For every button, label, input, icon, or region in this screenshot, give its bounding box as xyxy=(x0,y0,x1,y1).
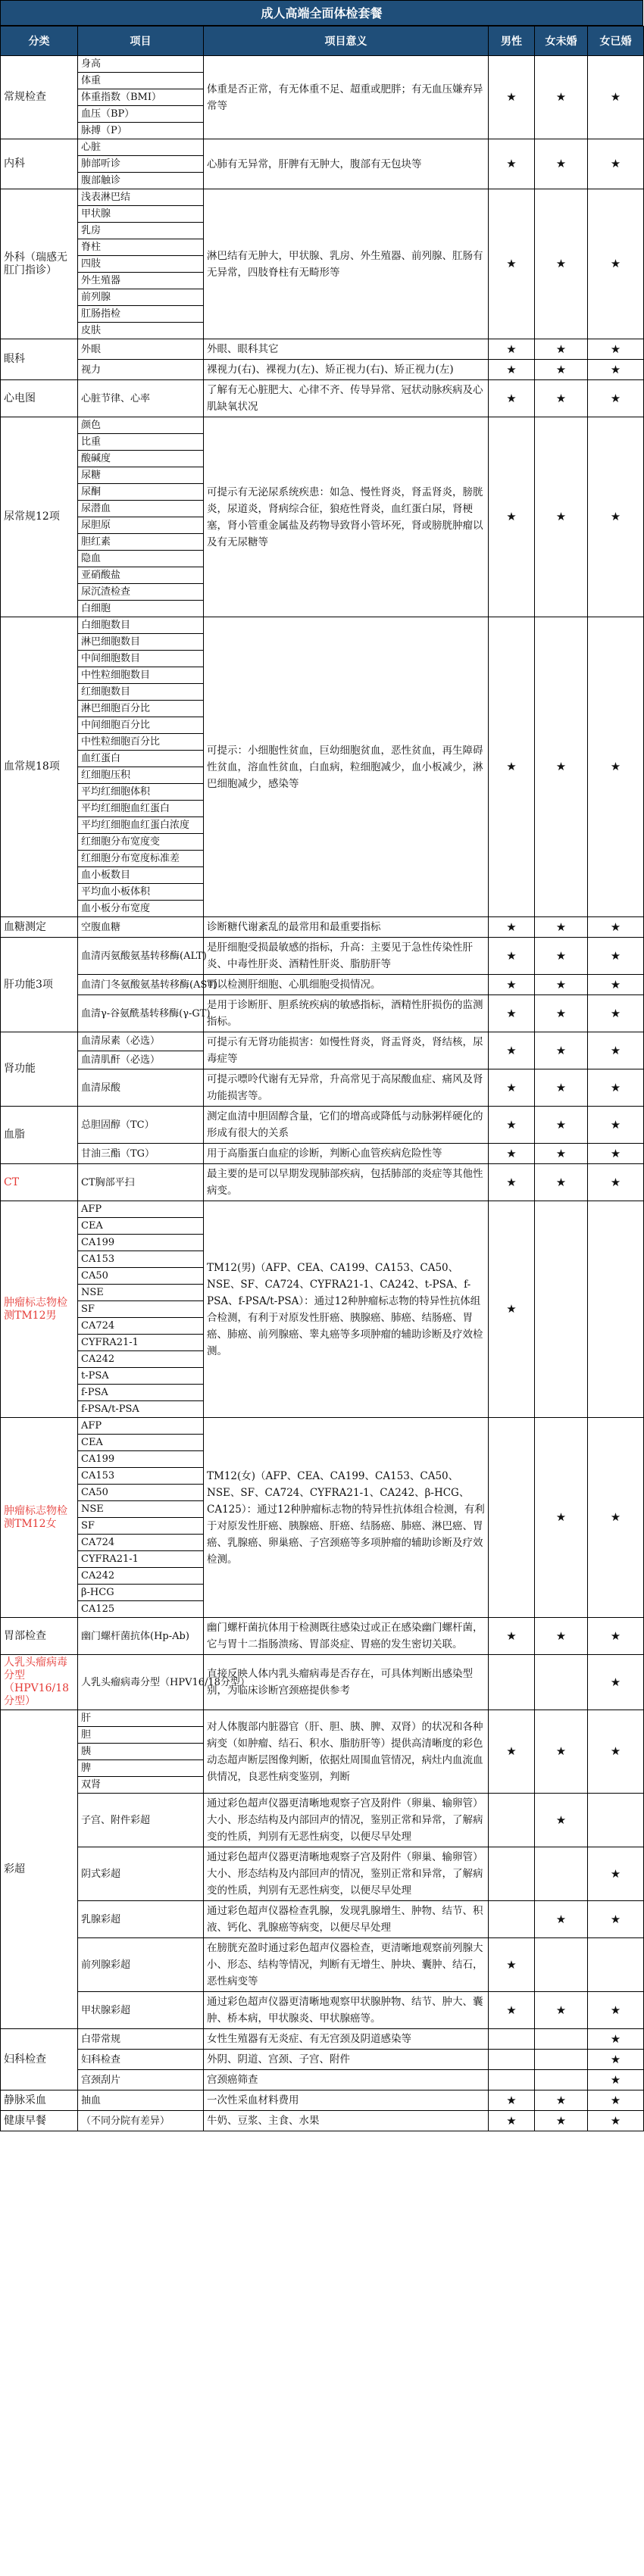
meaning-cell: 直接反映人体内乳头瘤病毒是否存在，可具体判断出感染型别，为临床诊断宫颈癌提供参考 xyxy=(204,1655,489,1710)
star-female-married: ★ xyxy=(588,938,644,975)
item-cell: 血清丙氨酸氨基转移酶(ALT) xyxy=(78,938,204,975)
category-cell: 心电图 xyxy=(1,380,78,417)
item-cell: 人乳头瘤病毒分型（HPV16/18分型） xyxy=(78,1655,204,1710)
item-cell: CA242 xyxy=(78,1351,204,1368)
star-female-married: ★ xyxy=(588,56,644,139)
item-cell: SF xyxy=(78,1518,204,1535)
star-female-married xyxy=(588,1938,644,1992)
item-cell: 总胆固醇（TC） xyxy=(78,1107,204,1144)
star-female-unmarried xyxy=(535,1655,588,1710)
item-cell: CA50 xyxy=(78,1485,204,1501)
table-row xyxy=(1,1794,644,1847)
item-cell: 浅表淋巴结 xyxy=(78,189,204,206)
table-row xyxy=(1,1201,644,1218)
item-cell: CA199 xyxy=(78,1451,204,1468)
star-female-unmarried: ★ xyxy=(535,1032,588,1069)
item-cell: 红细胞分布宽度变 xyxy=(78,834,204,851)
star-male: ★ xyxy=(489,189,535,339)
table-row xyxy=(1,1144,644,1164)
item-cell: （不同分院有差异） xyxy=(78,2111,204,2131)
table-row xyxy=(1,360,644,380)
star-male: ★ xyxy=(489,1938,535,1992)
item-cell: 肛肠指检 xyxy=(78,306,204,323)
item-cell: AFP xyxy=(78,1201,204,1218)
item-cell: CA724 xyxy=(78,1535,204,1551)
item-cell: 中性粒细胞数目 xyxy=(78,667,204,684)
meaning-cell: 体重是否正常，有无体重不足、超重或肥胖；有无血压嫌弃异常等 xyxy=(204,56,489,139)
table-row xyxy=(1,2029,644,2050)
star-female-unmarried: ★ xyxy=(535,1992,588,2029)
item-cell: 视力 xyxy=(78,360,204,380)
item-cell: 脊柱 xyxy=(78,239,204,256)
item-cell: 空腹血糖 xyxy=(78,917,204,938)
item-cell: t-PSA xyxy=(78,1368,204,1385)
item-cell: 心脏 xyxy=(78,139,204,156)
item-cell: 平均红细胞体积 xyxy=(78,784,204,801)
star-male: ★ xyxy=(489,360,535,380)
meaning-cell: 可提示有无泌尿系统疾患：如急、慢性肾炎，肾盂肾炎，膀胱炎，尿道炎，肾病综合征，狼疮性肾炎，血红蛋白尿，肾梗塞，肾小管重金属盐及药物导致肾小管坏死，肾或膀胱肿瘤以及有无尿糖等 xyxy=(204,417,489,617)
item-cell: 比重 xyxy=(78,434,204,451)
star-male: ★ xyxy=(489,417,535,617)
header-female-unmarried: 女未婚 xyxy=(535,27,588,56)
item-cell: 妇科检查 xyxy=(78,2050,204,2070)
category-cell: 肾功能 xyxy=(1,1032,78,1107)
table-row xyxy=(1,2070,644,2090)
item-cell: 血清γ-谷氨酰基转移酶(γ-GT) xyxy=(78,995,204,1032)
item-cell: 双肾 xyxy=(78,1777,204,1794)
item-cell: 前列腺彩超 xyxy=(78,1938,204,1992)
item-cell: 身高 xyxy=(78,56,204,73)
star-female-married xyxy=(588,1201,644,1418)
table-row xyxy=(1,1901,644,1938)
star-male xyxy=(489,1794,535,1847)
star-female-married: ★ xyxy=(588,1164,644,1201)
meaning-cell: 是肝细胞受损最敏感的指标，升高：主要见于急性传染性肝炎、中毒性肝炎、酒精性肝炎、脂肪肝等 xyxy=(204,938,489,975)
table-row xyxy=(1,938,644,975)
star-female-married: ★ xyxy=(588,1069,644,1107)
item-cell: 淋巴细胞数目 xyxy=(78,634,204,651)
item-cell: 血小板分布宽度 xyxy=(78,901,204,917)
category-cell: 眼科 xyxy=(1,339,78,380)
item-cell: 阴式彩超 xyxy=(78,1847,204,1901)
star-female-unmarried: ★ xyxy=(535,360,588,380)
star-female-unmarried: ★ xyxy=(535,1069,588,1107)
item-cell: 胆红素 xyxy=(78,534,204,551)
item-cell: 血红蛋白 xyxy=(78,751,204,767)
item-cell: CEA xyxy=(78,1218,204,1235)
category-cell: 外科（瑞感无肛门指诊） xyxy=(1,189,78,339)
meaning-cell: 可提示：小细胞性贫血，巨幼细胞贫血，恶性贫血，再生障碍性贫血，溶血性贫血，白血病，粒细胞减少，血小板减少，淋巴细胞减少，感染等 xyxy=(204,617,489,917)
table-row xyxy=(1,1069,644,1107)
item-cell: 甲状腺 xyxy=(78,206,204,223)
star-female-married: ★ xyxy=(588,1710,644,1794)
star-female-unmarried xyxy=(535,1847,588,1901)
item-cell: β-HCG xyxy=(78,1585,204,1601)
meaning-cell: 一次性采血材料费用 xyxy=(204,2090,489,2111)
table-row xyxy=(1,417,644,434)
header-male: 男性 xyxy=(489,27,535,56)
table-row xyxy=(1,2111,644,2131)
item-cell: 尿胆原 xyxy=(78,517,204,534)
table-row xyxy=(1,975,644,995)
star-female-unmarried: ★ xyxy=(535,995,588,1032)
meaning-cell: 女性生殖器有无炎症、有无宫颈及阴道感染等 xyxy=(204,2029,489,2050)
meaning-cell: 最主要的是可以早期发现肺部疾病，包括肺部的炎症等其他性病变。 xyxy=(204,1164,489,1201)
meaning-cell: 通过彩色超声仪器检查乳腺，发现乳腺增生、肿物、结节、积液、钙化、乳腺癌等病变，以便尽早处理 xyxy=(204,1901,489,1938)
star-male: ★ xyxy=(489,339,535,360)
header-meaning: 项目意义 xyxy=(204,27,489,56)
star-female-married: ★ xyxy=(588,1107,644,1144)
item-cell: 白细胞数目 xyxy=(78,617,204,634)
meaning-cell: 通过彩色超声仪器更清晰地观察子宫及附件（卵巢、输卵管）大小、形态结构及内部回声的情况，鉴别正常和异常，了解病变的性质，判别有无恶性病变，以便尽早处理 xyxy=(204,1794,489,1847)
item-cell: 肺部听诊 xyxy=(78,156,204,173)
star-female-unmarried xyxy=(535,2050,588,2070)
table-row xyxy=(1,995,644,1032)
table-row xyxy=(1,189,644,206)
star-female-unmarried xyxy=(535,1201,588,1418)
checkup-table xyxy=(0,26,644,2131)
meaning-cell: 牛奶、豆浆、主食、水果 xyxy=(204,2111,489,2131)
category-cell: 健康早餐 xyxy=(1,2111,78,2131)
meaning-cell: 外眼、眼科其它 xyxy=(204,339,489,360)
star-male xyxy=(489,2050,535,2070)
meaning-cell: 是用于诊断肝、胆系统疾病的敏感指标，酒精性肝损伤的监测指标。 xyxy=(204,995,489,1032)
star-male: ★ xyxy=(489,380,535,417)
item-cell: 隐血 xyxy=(78,551,204,567)
item-cell: 平均血小板体积 xyxy=(78,884,204,901)
item-cell: f-PSA/t-PSA xyxy=(78,1401,204,1418)
star-female-married: ★ xyxy=(588,2111,644,2131)
table-row xyxy=(1,1655,644,1710)
item-cell: 四肢 xyxy=(78,256,204,273)
header-female-married: 女已婚 xyxy=(588,27,644,56)
star-female-unmarried: ★ xyxy=(535,1710,588,1794)
star-male: ★ xyxy=(489,56,535,139)
star-male: ★ xyxy=(489,617,535,917)
item-cell: 白带常规 xyxy=(78,2029,204,2050)
star-male: ★ xyxy=(489,917,535,938)
star-female-unmarried xyxy=(535,2029,588,2050)
item-cell: 尿沉渣检查 xyxy=(78,584,204,601)
category-cell: CT xyxy=(1,1164,78,1201)
star-female-unmarried: ★ xyxy=(535,189,588,339)
category-cell: 血糖测定 xyxy=(1,917,78,938)
table-row xyxy=(1,1992,644,2029)
star-female-unmarried: ★ xyxy=(535,617,588,917)
meaning-cell: TM12(女)（AFP、CEA、CA199、CA153、CA50、NSE、SF、CA724、CYFRA21-1、CA242、β-HCG、CA125）：通过12种肿瘤标志物的特异性抗体组合检测，有利于对原发性肝癌、胰腺癌、肝癌、结肠癌、肺癌、淋巴癌、胃癌、乳腺癌、卵巢癌、子宫颈癌等多项肿瘤的辅助诊断及疗效检测。 xyxy=(204,1418,489,1618)
category-cell: 肿瘤标志物检测TM12女 xyxy=(1,1418,78,1618)
star-female-married: ★ xyxy=(588,1618,644,1655)
item-cell: 脉搏（P） xyxy=(78,123,204,139)
star-female-married: ★ xyxy=(588,2050,644,2070)
star-female-married: ★ xyxy=(588,1992,644,2029)
star-female-unmarried: ★ xyxy=(535,975,588,995)
meaning-cell: 了解有无心脏肥大、心律不齐、传导异常、冠状动脉疾病及心肌缺氧状况 xyxy=(204,380,489,417)
star-female-unmarried: ★ xyxy=(535,1107,588,1144)
star-female-married: ★ xyxy=(588,2070,644,2090)
table-row xyxy=(1,1938,644,1992)
star-male: ★ xyxy=(489,1032,535,1069)
item-cell: 血清肌酐（必选） xyxy=(78,1051,204,1069)
item-cell: NSE xyxy=(78,1501,204,1518)
star-male xyxy=(489,1655,535,1710)
item-cell: AFP xyxy=(78,1418,204,1435)
item-cell: CYFRA21-1 xyxy=(78,1335,204,1351)
star-male: ★ xyxy=(489,2090,535,2111)
item-cell: 红细胞分布宽度标准差 xyxy=(78,851,204,867)
meaning-cell: 幽门螺杆菌抗体用于检测既往感染过或正在感染幽门螺杆菌，它与胃十二指肠溃疡、胃部炎症、胃癌的发生密切关联。 xyxy=(204,1618,489,1655)
item-cell: 血清门冬氨酸氨基转移酶(AST) xyxy=(78,975,204,995)
table-row xyxy=(1,1164,644,1201)
star-female-married: ★ xyxy=(588,2029,644,2050)
star-female-unmarried: ★ xyxy=(535,1418,588,1618)
category-cell: 人乳头瘤病毒分型（HPV16/18分型） xyxy=(1,1655,78,1710)
item-cell: 白细胞 xyxy=(78,601,204,617)
table-row xyxy=(1,56,644,73)
item-cell: CYFRA21-1 xyxy=(78,1551,204,1568)
item-cell: 胰 xyxy=(78,1744,204,1760)
item-cell: 平均红细胞血红蛋白浓度 xyxy=(78,817,204,834)
star-female-married: ★ xyxy=(588,360,644,380)
meaning-cell: 通过彩色超声仪器更清晰地观察甲状腺肿物、结节、肿大、囊肿、桥本病，甲状腺炎、甲状腺癌等。 xyxy=(204,1992,489,2029)
item-cell: 血压（BP） xyxy=(78,106,204,123)
table-row xyxy=(1,1418,644,1435)
meaning-cell: 心肺有无异常，肝脾有无肿大，腹部有无包块等 xyxy=(204,139,489,189)
meaning-cell: 裸视力(右)、裸视力(左)、矫正视力(右)、矫正视力(左) xyxy=(204,360,489,380)
table-body xyxy=(1,56,644,2131)
star-female-unmarried: ★ xyxy=(535,1144,588,1164)
item-cell: 腹部触诊 xyxy=(78,173,204,189)
star-female-married: ★ xyxy=(588,1901,644,1938)
star-female-married: ★ xyxy=(588,1655,644,1710)
star-female-married: ★ xyxy=(588,417,644,617)
item-cell: 体重指数（BMI） xyxy=(78,89,204,106)
star-female-married: ★ xyxy=(588,995,644,1032)
item-cell: 血清尿素（必选） xyxy=(78,1032,204,1051)
star-female-unmarried: ★ xyxy=(535,1794,588,1847)
star-female-unmarried: ★ xyxy=(535,380,588,417)
item-cell: 红细胞数目 xyxy=(78,684,204,701)
star-female-unmarried: ★ xyxy=(535,1164,588,1201)
category-cell: 血脂 xyxy=(1,1107,78,1164)
item-cell: 脾 xyxy=(78,1760,204,1777)
item-cell: 血小板数目 xyxy=(78,867,204,884)
item-cell: 甲状腺彩超 xyxy=(78,1992,204,2029)
item-cell: 中间细胞百分比 xyxy=(78,717,204,734)
item-cell: 血清尿酸 xyxy=(78,1069,204,1107)
star-male: ★ xyxy=(489,1201,535,1418)
item-cell: 红细胞压积 xyxy=(78,767,204,784)
header-item: 项目 xyxy=(78,27,204,56)
item-cell: 乳腺彩超 xyxy=(78,1901,204,1938)
star-female-married: ★ xyxy=(588,1032,644,1069)
item-cell: 尿潜血 xyxy=(78,501,204,517)
category-cell: 常规检查 xyxy=(1,56,78,139)
star-female-unmarried: ★ xyxy=(535,1618,588,1655)
meaning-cell: 淋巴结有无肿大，甲状腺、乳房、外生殖器、前列腺、肛肠有无异常，四肢脊柱有无畸形等 xyxy=(204,189,489,339)
item-cell: 宫颈刮片 xyxy=(78,2070,204,2090)
meaning-cell: 可提示有无肾功能损害：如慢性肾炎，肾盂肾炎，肾结核，尿毒症等 xyxy=(204,1032,489,1069)
item-cell: SF xyxy=(78,1301,204,1318)
star-male: ★ xyxy=(489,1144,535,1164)
table-row xyxy=(1,617,644,634)
item-cell: 肝 xyxy=(78,1710,204,1727)
star-female-married: ★ xyxy=(588,339,644,360)
item-cell: CA50 xyxy=(78,1268,204,1285)
star-female-married: ★ xyxy=(588,380,644,417)
star-male: ★ xyxy=(489,1710,535,1794)
item-cell: 心脏节律、心率 xyxy=(78,380,204,417)
star-male xyxy=(489,1847,535,1901)
star-female-married: ★ xyxy=(588,917,644,938)
table-row xyxy=(1,1618,644,1655)
meaning-cell: 通过彩色超声仪器更清晰地观察子宫及附件（卵巢、输卵管）大小、形态结构及内部回声的情况，鉴别正常和异常，了解病变的性质，判别有无恶性病变，以便尽早处理 xyxy=(204,1847,489,1901)
star-male: ★ xyxy=(489,1107,535,1144)
table-row xyxy=(1,139,644,156)
meaning-cell: 外阴、阴道、宫颈、子宫、附件 xyxy=(204,2050,489,2070)
star-female-unmarried xyxy=(535,1938,588,1992)
item-cell: 幽门螺杆菌抗体(Hp-Ab) xyxy=(78,1618,204,1655)
category-cell: 妇科检查 xyxy=(1,2029,78,2090)
item-cell: CA199 xyxy=(78,1235,204,1251)
star-male: ★ xyxy=(489,1069,535,1107)
table-row xyxy=(1,380,644,417)
item-cell: CA153 xyxy=(78,1251,204,1268)
meaning-cell: 诊断糖代谢紊乱的最常用和最重要指标 xyxy=(204,917,489,938)
category-cell: 彩超 xyxy=(1,1710,78,2029)
star-female-married: ★ xyxy=(588,617,644,917)
item-cell: 甘油三酯（TG） xyxy=(78,1144,204,1164)
star-female-unmarried: ★ xyxy=(535,139,588,189)
star-male: ★ xyxy=(489,1618,535,1655)
item-cell: CT胸部平扫 xyxy=(78,1164,204,1201)
star-female-unmarried: ★ xyxy=(535,2111,588,2131)
star-male: ★ xyxy=(489,938,535,975)
item-cell: 前列腺 xyxy=(78,289,204,306)
item-cell: 平均红细胞血红蛋白 xyxy=(78,801,204,817)
star-male xyxy=(489,2070,535,2090)
item-cell: 中性粒细胞百分比 xyxy=(78,734,204,751)
item-cell: NSE xyxy=(78,1285,204,1301)
meaning-cell: 宫颈癌筛查 xyxy=(204,2070,489,2090)
item-cell: 抽血 xyxy=(78,2090,204,2111)
star-female-unmarried: ★ xyxy=(535,917,588,938)
table-row xyxy=(1,2050,644,2070)
star-female-unmarried: ★ xyxy=(535,938,588,975)
item-cell: 酸碱度 xyxy=(78,451,204,467)
table-row xyxy=(1,2090,644,2111)
item-cell: CEA xyxy=(78,1435,204,1451)
star-female-married: ★ xyxy=(588,189,644,339)
star-female-unmarried: ★ xyxy=(535,2090,588,2111)
item-cell: 亚硝酸盐 xyxy=(78,567,204,584)
star-male xyxy=(489,1901,535,1938)
package-title: 成人高端全面体检套餐 xyxy=(0,0,643,26)
star-female-married: ★ xyxy=(588,2090,644,2111)
category-cell: 肝功能3项 xyxy=(1,938,78,1032)
star-female-married: ★ xyxy=(588,1847,644,1901)
table-row xyxy=(1,1032,644,1051)
meaning-cell: 可提示嘌呤代谢有无异常，升高常见于高尿酸血症、痛风及肾功能损害等。 xyxy=(204,1069,489,1107)
star-female-married: ★ xyxy=(588,1144,644,1164)
item-cell: 外生殖器 xyxy=(78,273,204,289)
star-male: ★ xyxy=(489,2111,535,2131)
item-cell: 外眼 xyxy=(78,339,204,360)
star-male xyxy=(489,2029,535,2050)
item-cell: 胆 xyxy=(78,1727,204,1744)
star-female-married xyxy=(588,1794,644,1847)
star-female-unmarried: ★ xyxy=(535,417,588,617)
category-cell: 血常规18项 xyxy=(1,617,78,917)
item-cell: 尿糖 xyxy=(78,467,204,484)
header-category: 分类 xyxy=(1,27,78,56)
item-cell: 淋巴细胞百分比 xyxy=(78,701,204,717)
category-cell: 尿常规12项 xyxy=(1,417,78,617)
item-cell: CA242 xyxy=(78,1568,204,1585)
star-male: ★ xyxy=(489,1164,535,1201)
meaning-cell: 测定血清中胆固醇含量，它们的增高或降低与动脉粥样硬化的形成有很大的关系 xyxy=(204,1107,489,1144)
item-cell: 尿酮 xyxy=(78,484,204,501)
star-female-married: ★ xyxy=(588,139,644,189)
item-cell: f-PSA xyxy=(78,1385,204,1401)
table-row xyxy=(1,1847,644,1901)
item-cell: 子宫、附件彩超 xyxy=(78,1794,204,1847)
category-cell: 胃部检查 xyxy=(1,1618,78,1655)
item-cell: CA153 xyxy=(78,1468,204,1485)
item-cell: 乳房 xyxy=(78,223,204,239)
item-cell: 颜色 xyxy=(78,417,204,434)
item-cell: CA724 xyxy=(78,1318,204,1335)
meaning-cell: 用于高脂蛋白血症的诊断，判断心血管疾病危险性等 xyxy=(204,1144,489,1164)
table-row xyxy=(1,339,644,360)
meaning-cell: 对人体腹部内脏器官（肝、胆、胰、脾、双肾）的状况和各种病变（如肿瘤、结石、积水、脂肪肝等）提供高清晰度的彩色动态超声断层图像判断，依据灶周围血管情况，病灶内血流血供情况，良恶性病变鉴别，判断 xyxy=(204,1710,489,1794)
category-cell: 内科 xyxy=(1,139,78,189)
item-cell: 中间细胞数目 xyxy=(78,651,204,667)
item-cell: 皮肤 xyxy=(78,323,204,339)
item-cell: 体重 xyxy=(78,73,204,89)
category-cell: 肿瘤标志物检测TM12男 xyxy=(1,1201,78,1418)
table-row xyxy=(1,1107,644,1144)
star-female-unmarried: ★ xyxy=(535,339,588,360)
meaning-cell: 可以检测肝细胞、心肌细胞受损情况。 xyxy=(204,975,489,995)
category-cell: 静脉采血 xyxy=(1,2090,78,2111)
star-female-married: ★ xyxy=(588,975,644,995)
table-row xyxy=(1,1710,644,1727)
star-female-unmarried xyxy=(535,2070,588,2090)
star-male: ★ xyxy=(489,1992,535,2029)
meaning-cell: TM12(男)（AFP、CEA、CA199、CA153、CA50、NSE、SF、CA724、CYFRA21-1、CA242、t-PSA、f-PSA、f-PSA/t-PSA）：通过12种肿瘤标志物的特异性抗体组合检测，有利于对原发性肝癌、胰腺癌、肺癌、结肠癌、胃癌、肺癌、前列腺癌、睾丸癌等多项肿瘤的辅助诊断及疗效检测。 xyxy=(204,1201,489,1418)
star-male xyxy=(489,1418,535,1618)
star-male: ★ xyxy=(489,139,535,189)
item-cell: CA125 xyxy=(78,1601,204,1618)
meaning-cell: 在膀胱充盈时通过彩色超声仪器检查，更清晰地观察前列腺大小、形态、结构等情况，判断有无增生、肿块、囊肿、结石，恶性病变等 xyxy=(204,1938,489,1992)
star-male: ★ xyxy=(489,995,535,1032)
header-row xyxy=(1,27,644,56)
star-female-married: ★ xyxy=(588,1418,644,1618)
table-row xyxy=(1,917,644,938)
star-female-unmarried: ★ xyxy=(535,56,588,139)
star-female-unmarried: ★ xyxy=(535,1901,588,1938)
star-male: ★ xyxy=(489,975,535,995)
